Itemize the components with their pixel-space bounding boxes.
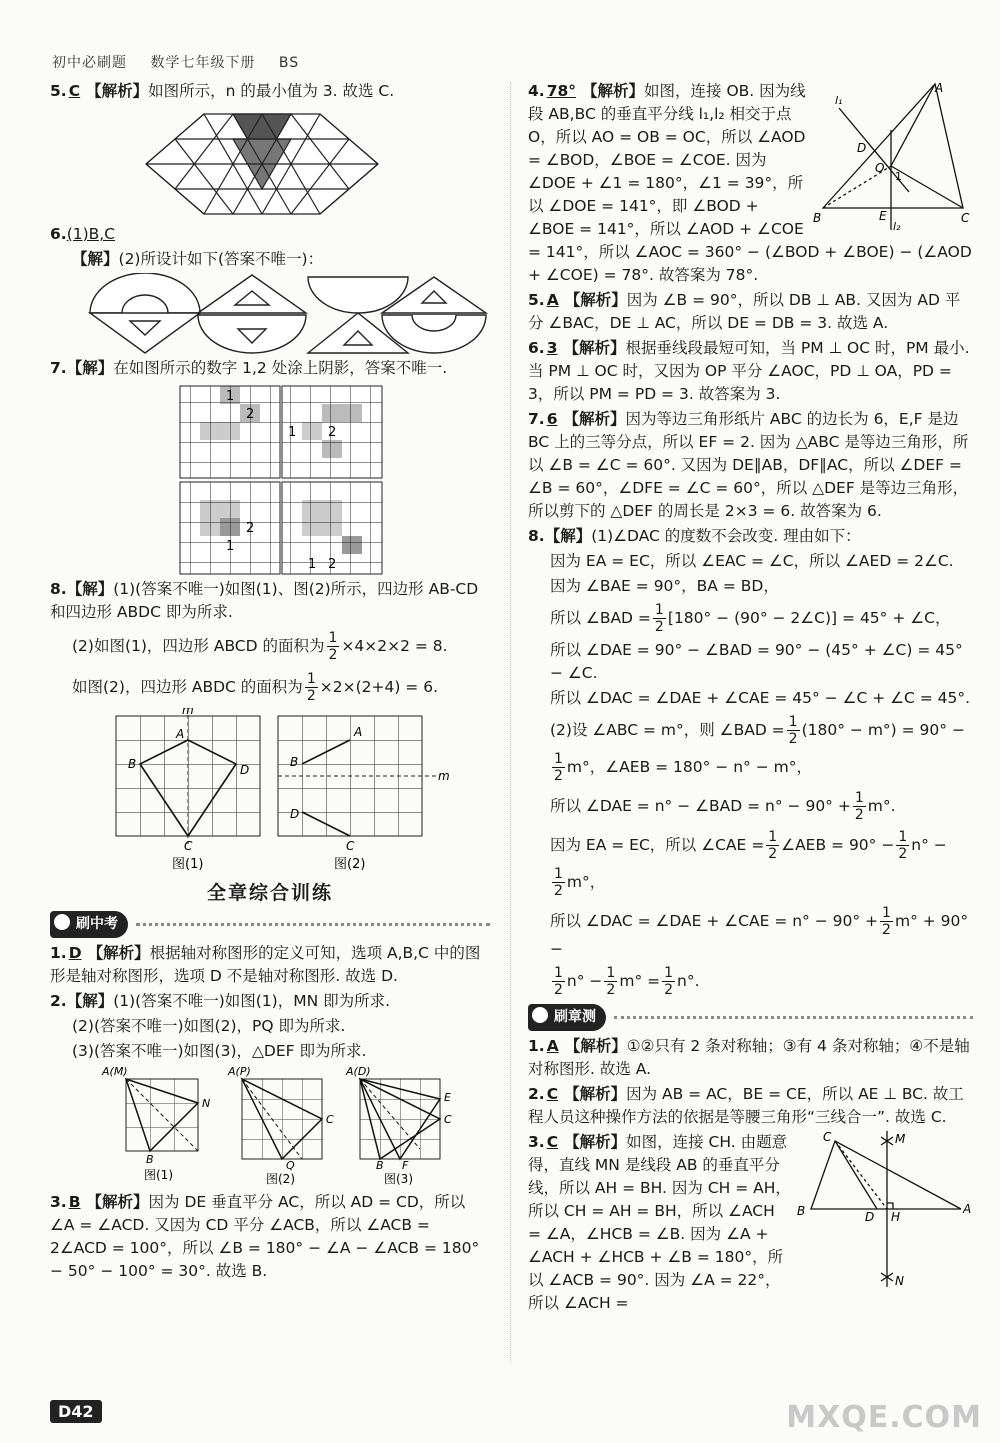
label-B: B [290, 755, 299, 769]
q-number: 5. [528, 291, 545, 309]
dotted-rule [136, 923, 490, 926]
q-text: 根据垂线段最短可知，当 PM ⊥ OC 时，PM 最小. 当 PM ⊥ OC 时，又因为 OP 平分 ∠AOC，PD ⊥ OA，PD = 3，所以 PM = PD = 3. 故答案为 3. [528, 339, 970, 403]
figure-8-1 [116, 708, 260, 872]
caption-fig2: 图(2) [334, 857, 366, 872]
fraction-half: $\frac{1}{2}$ [768, 829, 778, 862]
question-r8 [528, 525, 973, 548]
q-text: (180° − m°) = 90° − [801, 721, 965, 739]
caption-fig3: 图(3) [384, 1172, 413, 1186]
q-tag: 【解析】 [86, 82, 149, 100]
q-text: ×4×2×2 = 8. [341, 637, 448, 655]
q-text: 因为等边三角形纸片 ABC 的边长为 6，E,F 是边 BC 上的三等分点，所以 EF = 2. 因为 △ABC 是等边三角形，所以 ∠B = ∠C = 60°. 又因为 DE∥AB，DF∥AC，所以 ∠DEF = ∠B = 60°，∠DFE = ∠C = 60°，所以 △DEF 是等边三角形，所以剪下的 △DEF 的周长是 2×3 = 6. 故答案为 6. [528, 410, 969, 520]
q-tag: 【解析】 [564, 1085, 627, 1103]
label-l1: l₁ [835, 94, 843, 107]
q-tag: 【解析】 [564, 1037, 627, 1055]
chapter-question-2 [528, 1083, 973, 1129]
label-m: m [182, 708, 194, 717]
label-M: M [895, 1132, 906, 1146]
q-text: 所以 ∠DAE = 90° − ∠BAD = 90° − (45° + ∠C) = 45° − ∠C. [550, 641, 963, 682]
label-A: A [176, 727, 185, 741]
q-tag: 【解】 [72, 250, 119, 268]
quadrilateral-grid-figures [50, 708, 490, 876]
q-number: 2. [50, 992, 67, 1010]
digit-2: 2 [328, 557, 337, 572]
q-text: m°， [566, 873, 606, 891]
q-text: 因为 AB = AC，BE = CE，所以 AE ⊥ BC. 故工程人员这种操作方法的依据是等腰三角形“三线合一”. 故选 C. [528, 1085, 964, 1126]
fraction-half: $\frac{1}{2}$ [554, 866, 563, 899]
q-answer: C [546, 1133, 559, 1151]
caption-fig1: 图(1) [172, 857, 204, 872]
label-AM: A(M) [102, 1065, 128, 1078]
label-l2: l₂ [893, 220, 901, 230]
fraction-half: $\frac{1}{2}$ [606, 965, 616, 998]
fraction-half: $\frac{1}{2}$ [788, 714, 798, 747]
q-text: (2)所设计如下(答案不唯一)： [118, 250, 324, 268]
label-C: C [346, 839, 355, 853]
label-O: O [875, 161, 885, 175]
label-C: C [184, 839, 193, 853]
figure-8-2 [278, 716, 450, 872]
badge-label: 刷中考 [50, 911, 128, 938]
q-text: 因为 EA = EC，所以 ∠CAE = [550, 836, 765, 854]
question-8-part2 [50, 630, 490, 663]
question-7 [50, 357, 490, 380]
q-tag: 【解析】 [87, 944, 150, 962]
section-title: 全章综合训练 [206, 882, 333, 904]
q-text: n° − [566, 972, 603, 990]
shaded-grid-figures [50, 382, 490, 578]
fraction-half: $\frac{1}{2}$ [306, 671, 316, 704]
q-text: n°. [677, 972, 700, 990]
question-r5 [528, 289, 973, 335]
q-number: 2. [528, 1085, 545, 1103]
q-text: 在如图所示的数字 1,2 处涂上阴影，答案不唯一. [113, 359, 448, 377]
label-D: D [865, 1210, 875, 1224]
question-r4 [528, 80, 973, 287]
protractor-ruler-designs-figure [50, 273, 490, 357]
q-text: 如图，连接 OB. 因为线段 AB,BC 的垂直平分线 l₁,l₂ 相交于点 O，所以 AO = OB = OC，所以 ∠AOD = ∠BOD，∠BOE = ∠COE. 因为 ∠DOE + ∠1 = 180°，∠1 = 39°，所以 ∠DOE = 141°，即 ∠BOD + ∠BOE = 141°，所以 ∠AOD + ∠COE = 141°，所以 ∠AOC = 360° − (∠BOD + ∠BOE) − (∠AOD + ∠COE) = 78°. 故答案为 78°. [528, 82, 972, 284]
q-text: (1)(答案不唯一)如图(1)、图(2)所示，四边形 AB-CD 和四边形 ABDC 即为所求. [50, 580, 479, 621]
digit-2: 2 [246, 407, 255, 422]
q-text: 根据轴对称图形的定义可知，选项 A,B,C 中的图形是轴对称图形，选项 D 不是轴对称图形. 故选 D. [50, 944, 481, 985]
question-8-part3 [50, 671, 490, 704]
label-H: H [891, 1210, 901, 1224]
q-tag: 【解析】 [564, 1133, 627, 1151]
q-answer: 78° [546, 82, 577, 100]
dotted-rule [614, 1016, 973, 1019]
q-number: 5. [50, 82, 67, 100]
q-answer: B [68, 1193, 81, 1211]
badge-label: 刷章测 [528, 1004, 606, 1031]
grid-2 [282, 386, 382, 478]
q-text: ×2×(2+4) = 6. [319, 678, 439, 696]
q-number: 7. [50, 359, 67, 377]
label-C: C [326, 1113, 334, 1126]
q-number: 6. [50, 225, 67, 243]
watermark: MXQE.COM [786, 1400, 982, 1435]
q-number: 3. [528, 1133, 545, 1151]
fraction-half: $\frac{1}{2}$ [554, 965, 563, 998]
label-F: F [402, 1159, 409, 1172]
label-B: B [813, 211, 822, 225]
label-m: m [438, 769, 450, 783]
figure-2-3 [345, 1065, 452, 1186]
q-text: 因为 EA = EC，所以 ∠EAC = ∠C，所以 ∠AED = 2∠C. [550, 552, 954, 570]
q-answer: A [546, 1037, 559, 1055]
label-AD: A(D) [346, 1065, 371, 1078]
perpendicular-bisector-figure [813, 80, 973, 230]
label-N: N [202, 1097, 211, 1110]
r8-line10 [528, 829, 973, 862]
q-text: [180° − (90° − 2∠C)] = 45° + ∠C， [667, 609, 951, 627]
running-header [52, 52, 317, 72]
label-C: C [444, 1113, 452, 1126]
q-text: 因为 ∠BAE = 90°，BA = BD， [550, 577, 779, 595]
q-number: 4. [528, 82, 545, 100]
label-B: B [797, 1204, 806, 1218]
chapter-question-3 [528, 1131, 973, 1315]
q-answer: A [546, 291, 559, 309]
label-D: D [240, 763, 250, 777]
symmetry-axis-grid-figures [50, 1065, 490, 1191]
q-text: (1)(答案不唯一)如图(1)，MN 即为所求. [113, 992, 391, 1010]
r8-line11 [528, 866, 973, 899]
exam-question-2 [50, 990, 490, 1013]
q-text: 所以 ∠DAE = n° − ∠BAD = n° − 90° + [550, 797, 851, 815]
question-5 [50, 80, 490, 103]
label-D: D [290, 807, 300, 821]
label-C: C [961, 211, 970, 225]
r8-line13 [528, 965, 973, 998]
q-text: (3)(答案不唯一)如图(3)，△DEF 即为所求. [72, 1042, 367, 1060]
q-text: m° = [619, 972, 661, 990]
fraction-half: $\frac{1}{2}$ [854, 790, 864, 823]
label-Q: Q [286, 1159, 295, 1172]
label-E: E [879, 209, 887, 223]
q-answer: C [68, 82, 81, 100]
grid-4 [282, 482, 382, 574]
question-6 [50, 223, 490, 246]
q-tag: 【解析】 [563, 339, 626, 357]
page-number: D42 [50, 1400, 102, 1423]
q-answer: 3 [546, 339, 558, 357]
q-number: 1. [50, 944, 67, 962]
figure-2-2 [227, 1065, 334, 1186]
q-answer: C [546, 1085, 559, 1103]
label-AP: A(P) [228, 1065, 251, 1078]
q-text: 所以 ∠DAC = ∠DAE + ∠CAE = 45° − ∠C + ∠C = 45°. [550, 689, 971, 707]
q-tag: 【解析】 [564, 291, 627, 309]
digit-2: 2 [328, 425, 337, 440]
label-E: E [444, 1091, 451, 1104]
q-answer: D [68, 944, 82, 962]
r8-line12 [528, 905, 973, 961]
section-badge-exam [50, 911, 490, 938]
q-number: 7. [528, 410, 545, 428]
grid-1 [180, 386, 280, 478]
q-text: 因为 DE 垂直平分 AC，所以 AD = CD，所以 ∠A = ∠ACD. 又因为 CD 平分 ∠ACB，所以 ∠ACB = 2∠ACD = 100°，所以 ∠B = 180° − ∠A − ∠ACB = 180° − 50° − 100° = 30°. 故选 B. [50, 1193, 480, 1280]
q-number: 8. [528, 527, 545, 545]
right-triangle-bisector-figure [797, 1131, 973, 1291]
header-edition: BS [278, 55, 300, 71]
caption-fig1: 图(1) [144, 1168, 173, 1182]
r8-line9 [528, 790, 973, 823]
header-book: 初中必刷题 [52, 55, 127, 71]
q-text: m°，∠AEB = 180° − n° − m°， [566, 758, 812, 776]
label-B: B [376, 1159, 384, 1172]
fraction-half: $\frac{1}{2}$ [898, 829, 908, 862]
q-number: 1. [528, 1037, 545, 1055]
question-r6 [528, 337, 973, 406]
question-8 [50, 578, 490, 624]
figure-2-1 [101, 1065, 210, 1182]
label-A: A [963, 1202, 972, 1216]
label-angle-1: 1 [895, 170, 902, 183]
q-text: ∠AEB = 90° − [781, 836, 895, 854]
left-column [50, 80, 490, 1285]
q-text: 如图所示，n 的最小值为 3. 故选 C. [148, 82, 395, 100]
r8-line4 [528, 602, 973, 635]
label-N: N [895, 1274, 904, 1288]
q-tag: 【解】 [66, 992, 114, 1010]
caption-fig2: 图(2) [266, 1172, 295, 1186]
label-D: D [857, 141, 867, 155]
q-text: (2)(答案不唯一)如图(2)，PQ 即为所求. [72, 1017, 346, 1035]
q-text: m°. [867, 797, 896, 815]
q-text: m° + 90° − [550, 912, 969, 958]
q-number: 8. [50, 580, 67, 598]
header-subject: 数学七年级下册 [150, 55, 256, 71]
label-A: A [935, 81, 944, 95]
grid-3 [180, 482, 280, 574]
q-text: (2)设 ∠ABC = m°，则 ∠BAD = [550, 721, 785, 739]
digit-2: 2 [246, 521, 255, 536]
digit-1: 1 [288, 425, 297, 440]
fraction-half: $\frac{1}{2}$ [554, 751, 563, 784]
q-answer: (1)B,C [66, 225, 116, 243]
question-6-design [50, 248, 490, 271]
question-r7 [528, 408, 973, 523]
exam-question-3 [50, 1191, 490, 1283]
label-B: B [146, 1153, 154, 1166]
q-text: ①②只有 2 条对称轴；③有 4 条对称轴；④不是轴对称图形. 故选 A. [528, 1037, 970, 1078]
section-badge-chapter [528, 1004, 973, 1031]
q-text: (2)如图(1)，四边形 ABCD 的面积为 [72, 637, 325, 655]
right-column [528, 80, 973, 1317]
hexagon-triangle-grid-figure [50, 105, 490, 223]
fraction-half: $\frac{1}{2}$ [328, 630, 338, 663]
chapter-question-1 [528, 1035, 973, 1081]
q-text: n° − [911, 836, 947, 854]
q-tag: 【解】 [544, 527, 592, 545]
fraction-half: $\frac{1}{2}$ [882, 905, 891, 938]
q-tag: 【解】 [66, 580, 114, 598]
q-tag: 【解析】 [582, 82, 645, 100]
q-answer: 6 [546, 410, 558, 428]
q-text: 如图，连接 CH. 由题意得，直线 MN 是线段 AB 的垂直平分线，所以 AH = BH. 因为 CH = AH，所以 CH = AH = BH，所以 ∠ACH = ∠A，∠HCB = ∠B. 因为 ∠A + ∠ACH + ∠HCB + ∠B = 180°，所以 ∠ACB = 90°. 因为 ∠A = 22°，所以 ∠ACH = [528, 1133, 791, 1312]
q-tag: 【解析】 [563, 410, 626, 428]
q-text: (1)∠DAC 的度数不会改变. 理由如下： [591, 527, 861, 545]
q-number: 6. [528, 339, 545, 357]
q-text: 所以 ∠BAD = [550, 609, 651, 627]
fraction-half: $\frac{1}{2}$ [664, 965, 674, 998]
column-divider [510, 82, 511, 1362]
q-tag: 【解】 [66, 359, 114, 377]
fraction-half: $\frac{1}{2}$ [654, 602, 664, 635]
q-text: 所以 ∠DAC = ∠DAE + ∠CAE = n° − 90° + [550, 912, 879, 930]
digit-1: 1 [226, 539, 235, 554]
label-C: C [823, 1131, 832, 1144]
label-B: B [128, 757, 137, 771]
digit-1: 1 [308, 557, 317, 572]
q-text: 如图(2)，四边形 ABDC 的面积为 [72, 678, 303, 696]
label-A: A [354, 725, 363, 739]
r8-line8 [528, 751, 973, 784]
r8-line7 [528, 714, 973, 747]
digit-1: 1 [226, 389, 235, 404]
exam-question-1 [50, 942, 490, 988]
q-number: 3. [50, 1193, 67, 1211]
q-tag: 【解析】 [86, 1193, 149, 1211]
q-text: 因为 ∠B = 90°，所以 DB ⊥ AB. 又因为 AD 平分 ∠BAC，DE ⊥ AC，所以 DE = DB = 3. 故选 A. [528, 291, 961, 332]
